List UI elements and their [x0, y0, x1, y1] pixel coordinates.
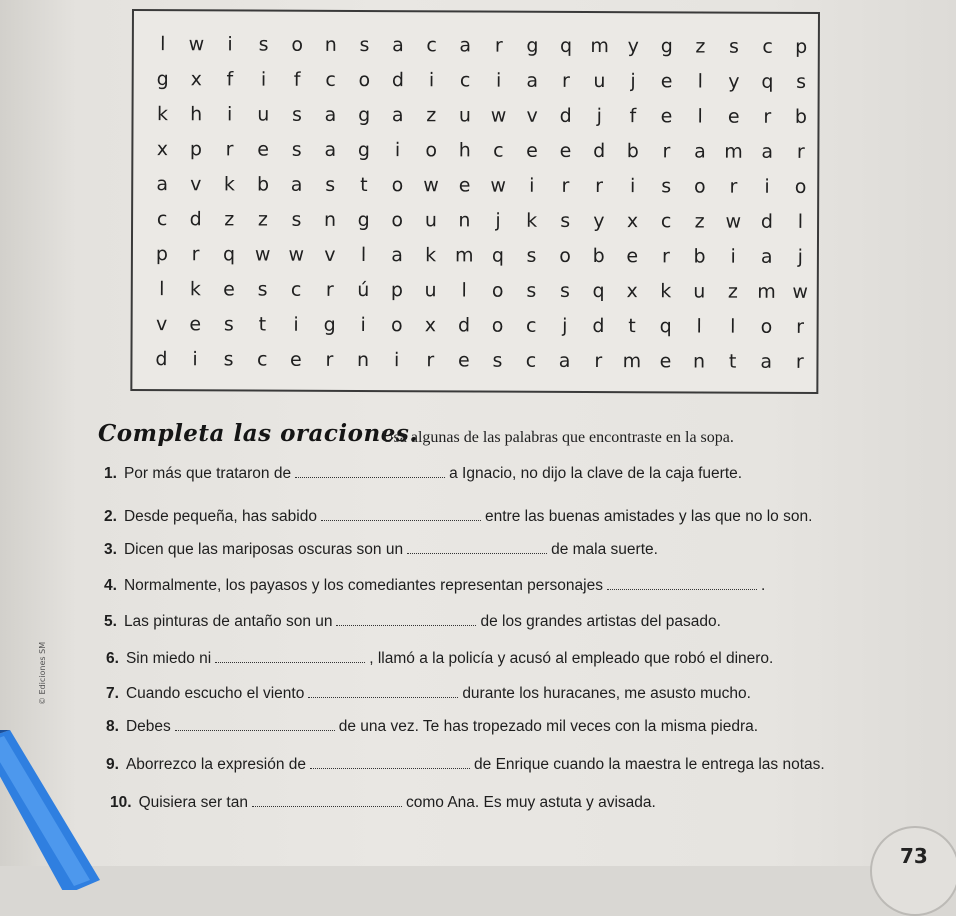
word-search-letter: l — [697, 105, 703, 128]
sentence-item — [104, 541, 658, 559]
word-search-row — [133, 134, 821, 167]
word-search-letter: n — [692, 350, 706, 373]
word-search-letter: w — [188, 33, 205, 56]
word-search-letter: l — [696, 315, 702, 338]
word-search-letter: w — [288, 243, 305, 266]
word-search-letter: d — [391, 69, 404, 92]
word-search-letter: f — [293, 68, 301, 91]
sentence-item — [104, 508, 812, 526]
word-search-letter: z — [224, 208, 235, 231]
word-search-letter: q — [659, 315, 672, 338]
word-search-letter: i — [293, 313, 299, 336]
word-search-letter: q — [559, 34, 573, 57]
sentence-text-before: Normalmente, los payasos y los comediantes representan personajes — [123, 577, 603, 594]
word-search-letter: i — [529, 174, 535, 197]
word-search-letter: c — [156, 208, 168, 231]
word-search-letter: r — [729, 175, 738, 198]
word-search-letter: j — [797, 245, 804, 268]
word-search-letter: i — [192, 348, 198, 371]
word-search-letter: z — [694, 210, 705, 233]
word-search-letter: r — [595, 175, 603, 198]
word-search-letter: g — [358, 103, 371, 127]
word-search-letter: j — [630, 70, 636, 93]
word-search-letter: w — [254, 243, 271, 266]
word-search-letter: e — [659, 350, 672, 373]
page-number: 73 — [900, 844, 928, 868]
word-search-letter: i — [394, 139, 401, 162]
sidebar-credit: © Ediciones SM — [38, 641, 47, 705]
word-search-letter: r — [191, 243, 200, 266]
sentence-text-after: de una vez. Te has tropezado mil veces con la misma piedra. — [338, 718, 759, 735]
word-search-letter: l — [730, 315, 736, 338]
sentence-number: 5. — [104, 613, 117, 630]
word-search-letter: i — [227, 103, 233, 126]
word-search-letter: m — [622, 350, 642, 373]
sentence-number: 9. — [106, 756, 119, 773]
word-search-row — [134, 64, 822, 97]
word-search-letter: a — [290, 173, 303, 196]
word-search-letter: i — [393, 349, 400, 372]
sentence-item — [110, 794, 656, 812]
sentence-text-after: de los grandes artistas del pasado. — [480, 613, 721, 630]
word-search-letter: y — [627, 35, 639, 58]
word-search-letter: r — [494, 34, 503, 57]
word-search-letter: v — [190, 173, 202, 196]
word-search-letter: l — [160, 33, 166, 56]
sentence-item — [104, 577, 765, 595]
word-search-letter: v — [526, 104, 538, 127]
word-search-letter: s — [291, 138, 302, 161]
word-search-letter: y — [593, 210, 605, 233]
sentence-text-after: durante los huracanes, me asusto mucho. — [462, 685, 751, 702]
word-search-letter: c — [459, 69, 471, 92]
word-search-letter: u — [257, 103, 270, 126]
word-search-letter: p — [189, 138, 203, 161]
sentence-number: 3. — [104, 541, 117, 558]
word-search-letter: s — [325, 173, 336, 196]
word-search-letter: i — [428, 69, 435, 92]
word-search-letter: o — [491, 279, 504, 302]
word-search-letter: c — [525, 349, 537, 372]
word-search-letter: c — [762, 35, 773, 58]
word-search-letter: e — [458, 174, 471, 197]
word-search-letter: q — [491, 244, 505, 267]
answer-blank[interactable] — [407, 541, 547, 554]
answer-blank[interactable] — [215, 650, 365, 663]
word-search-letter: o — [291, 33, 304, 56]
word-search-letter: d — [592, 315, 605, 338]
sentence-item — [106, 650, 773, 668]
word-search-letter: o — [390, 314, 403, 337]
answer-blank[interactable] — [336, 613, 476, 626]
word-search-letter: r — [796, 140, 805, 163]
word-search-letter: e — [660, 70, 673, 93]
sentence-text-after: a Ignacio, no dijo la clave de la caja fuerte. — [449, 465, 743, 482]
word-search-letter: a — [391, 244, 403, 267]
word-search-letter: l — [159, 278, 165, 301]
word-search-letter: a — [558, 349, 571, 372]
word-search-letter: x — [626, 280, 638, 303]
answer-blank[interactable] — [310, 756, 470, 769]
word-search-row — [133, 169, 821, 202]
word-search-letter: a — [324, 103, 337, 126]
section-title: Completa las oraciones. — [98, 420, 418, 447]
word-search-letter: u — [424, 209, 437, 232]
word-search-letter: x — [190, 68, 202, 91]
sentence-item — [104, 465, 742, 483]
word-search-letter: s — [661, 175, 672, 198]
word-search-letter: u — [593, 70, 606, 93]
word-search-letter: s — [291, 208, 302, 231]
word-search-letter: q — [592, 280, 605, 303]
word-search-letter: y — [728, 70, 740, 93]
sentence-number: 10. — [110, 794, 132, 811]
word-search-letter: m — [724, 140, 743, 163]
word-search-letter: e — [660, 105, 673, 128]
word-search-letter: d — [593, 140, 606, 163]
sentence-text-before: Cuando escucho el viento — [125, 685, 305, 702]
word-search-letter: s — [223, 313, 234, 336]
word-search-letter: v — [155, 313, 168, 336]
word-search-letter: c — [325, 68, 336, 91]
word-search-letter: a — [391, 104, 404, 127]
word-search-letter: d — [760, 210, 773, 233]
sentence-number: 7. — [106, 685, 119, 702]
sentence-text-before: Aborrezco la expresión de — [125, 756, 307, 773]
word-search-letter: v — [324, 243, 336, 266]
answer-blank[interactable] — [321, 508, 481, 521]
word-search-letter: a — [761, 140, 774, 163]
word-search-letter: a — [392, 34, 404, 57]
word-search-letter: o — [794, 175, 807, 198]
word-search-letter: i — [629, 175, 636, 198]
word-search-letter: k — [660, 280, 672, 303]
word-search-letter: r — [325, 348, 334, 371]
word-search-letter: b — [626, 140, 639, 163]
sentence-text-before: Por más que trataron de — [123, 465, 292, 482]
word-search-letter: h — [190, 103, 203, 126]
word-search-letter: e — [526, 139, 538, 162]
word-search-letter: o — [693, 175, 706, 198]
word-search-letter: e — [223, 278, 235, 301]
word-search-letter: a — [694, 140, 706, 163]
word-search-letter: o — [559, 244, 571, 267]
word-search-row — [133, 274, 821, 307]
word-search-letter: w — [725, 210, 742, 233]
word-search-letter: g — [357, 208, 370, 232]
blue-pen-icon — [0, 730, 100, 890]
word-search-row — [133, 204, 821, 237]
word-search-letter: o — [425, 139, 438, 162]
word-search-letter: i — [260, 68, 267, 91]
word-search-letter: b — [693, 245, 706, 268]
word-search-letter: d — [189, 208, 202, 231]
word-search-letter: s — [526, 279, 537, 302]
sentence-text-before: Las pinturas de antaño son un — [123, 613, 333, 630]
sentence-text-before: Debes — [125, 718, 171, 735]
sentence-text-after: de Enrique cuando la maestra le entrega las notas. — [474, 756, 825, 773]
word-search-letter: l — [797, 210, 804, 233]
word-search-letter: f — [629, 105, 637, 128]
word-search-letter: m — [455, 244, 474, 267]
word-search-letter: t — [360, 173, 368, 197]
word-search-letter: d — [559, 104, 572, 127]
word-search-letter: k — [189, 278, 201, 301]
word-search-letter: z — [727, 280, 738, 303]
word-search-letter: p — [155, 243, 169, 266]
word-search-letter: r — [763, 105, 772, 128]
word-search-letter: b — [794, 105, 808, 128]
word-search-letter: e — [457, 349, 470, 372]
word-search-letter: e — [626, 245, 639, 268]
word-search-letter: d — [457, 314, 471, 337]
answer-blank[interactable] — [295, 465, 445, 478]
word-search-letter: g — [156, 68, 169, 91]
word-search-letter: r — [594, 350, 603, 373]
word-search-letter: s — [257, 278, 268, 301]
word-search-letter: c — [660, 210, 672, 233]
word-search-letter: s — [559, 279, 570, 302]
sentence-text-before: Quisiera ser tan — [138, 794, 248, 811]
word-search-row — [133, 309, 821, 342]
word-search-letter: u — [458, 104, 471, 127]
word-search-row — [133, 99, 821, 132]
word-search-letter: j — [596, 105, 603, 128]
answer-blank[interactable] — [175, 718, 335, 731]
word-search-letter: r — [225, 138, 234, 161]
word-search-letter: a — [156, 173, 169, 196]
word-search-letter: r — [796, 315, 804, 338]
word-search-letter: l — [461, 279, 467, 302]
sentence-number: 1. — [104, 465, 117, 482]
word-search-letter: n — [324, 33, 337, 56]
sentence-item — [104, 613, 721, 631]
answer-blank[interactable] — [607, 577, 757, 590]
word-search-letter: s — [223, 348, 234, 371]
sentence-number: 6. — [106, 650, 119, 667]
word-search-letter: i — [496, 69, 502, 92]
word-search-letter: z — [426, 104, 437, 127]
sentence-number: 8. — [106, 718, 119, 735]
word-search-letter: g — [660, 35, 673, 58]
word-search-letter: n — [324, 208, 337, 231]
word-search-letter: o — [760, 315, 773, 338]
word-search-letter: j — [562, 314, 568, 337]
word-search-letter: t — [728, 350, 737, 373]
word-search-letter: s — [560, 209, 571, 232]
word-search-letter: r — [662, 140, 671, 163]
word-search-letter: e — [189, 313, 202, 336]
word-search-letter: b — [592, 245, 605, 268]
word-search-letter: w — [423, 174, 439, 197]
word-search-letter: s — [492, 349, 503, 372]
sentence-text-before: Sin miedo ni — [125, 650, 212, 667]
word-search-letter: ú — [357, 278, 370, 302]
sentence-item — [106, 685, 751, 703]
word-search-letter: r — [561, 174, 570, 197]
word-search-letter: f — [226, 68, 234, 91]
word-search-letter: e — [727, 105, 740, 128]
word-search-letter: s — [526, 244, 537, 267]
answer-blank[interactable] — [252, 794, 402, 807]
sentence-item — [106, 718, 758, 736]
sentence-text-after: como Ana. Es muy astuta y avisada. — [405, 794, 656, 811]
word-search-letter: e — [289, 348, 302, 371]
word-search-letter: g — [357, 138, 371, 162]
word-search-letter: x — [156, 138, 169, 161]
word-search-letter: k — [526, 209, 538, 232]
word-search-letter: g — [323, 313, 336, 336]
word-search-letter: k — [425, 244, 437, 267]
word-search-letter: s — [258, 33, 269, 56]
word-search-letter: i — [360, 314, 366, 337]
word-search-letter: x — [626, 210, 639, 233]
word-search-letter: c — [493, 139, 504, 162]
page-number-badge — [870, 826, 956, 916]
word-search-letter: k — [223, 173, 235, 196]
word-search-letter: m — [590, 35, 609, 58]
word-search-letter: p — [795, 35, 808, 58]
word-search-letter: h — [458, 139, 471, 162]
word-search-letter: e — [257, 138, 270, 161]
word-search-letter: u — [693, 280, 706, 303]
word-search-letter: a — [459, 34, 472, 57]
word-search-grid — [130, 9, 820, 394]
section-instruction: Usa algunas de las palabras que encontraste en la sopa. — [382, 429, 734, 446]
word-search-letter: c — [256, 348, 268, 371]
word-search-letter: a — [526, 69, 539, 92]
word-search-letter: m — [757, 280, 776, 303]
word-search-letter: r — [426, 349, 435, 372]
word-search-letter: c — [525, 314, 537, 337]
word-search-letter: s — [359, 33, 370, 57]
word-search-row — [133, 239, 821, 272]
word-search-letter: g — [526, 34, 539, 57]
word-search-letter: c — [290, 278, 302, 301]
sentence-item — [106, 756, 825, 774]
word-search-letter: x — [424, 314, 437, 337]
word-search-letter: t — [628, 315, 636, 338]
word-search-letter: s — [291, 103, 302, 126]
word-search-letter: b — [256, 173, 270, 196]
word-search-letter: z — [695, 35, 706, 58]
word-search-letter: n — [356, 348, 370, 372]
word-search-letter: o — [391, 174, 404, 197]
word-search-letter: r — [561, 69, 570, 92]
word-search-letter: c — [426, 34, 437, 57]
sentence-text-before: Dicen que las mariposas oscuras son un — [123, 541, 404, 558]
word-search-letter: k — [156, 103, 169, 126]
word-search-letter: w — [490, 104, 507, 127]
word-search-letter: r — [661, 245, 670, 268]
word-search-letter: i — [227, 33, 233, 56]
word-search-letter: q — [761, 70, 774, 93]
sentence-number: 4. — [104, 577, 117, 594]
word-search-row — [132, 344, 820, 377]
word-search-letter: o — [391, 209, 404, 232]
word-search-letter: s — [796, 70, 807, 93]
word-search-letter: z — [257, 208, 268, 231]
word-search-letter: i — [764, 175, 770, 198]
word-search-letter: e — [559, 139, 572, 162]
word-search-letter: n — [458, 209, 471, 232]
sentence-text-before: Desde pequeña, has sabido — [123, 508, 317, 525]
word-search-letter: a — [760, 350, 773, 373]
word-search-letter: u — [424, 279, 437, 302]
sentence-text-after: , llamó a la policía y acusó al empleado que robó el dinero. — [369, 650, 774, 667]
word-search-letter: a — [760, 245, 773, 268]
word-search-letter: t — [258, 313, 267, 336]
word-search-letter: i — [730, 245, 736, 268]
word-search-letter: w — [792, 280, 808, 303]
sentence-number: 2. — [104, 508, 117, 525]
word-search-letter: d — [155, 348, 168, 371]
word-search-letter: r — [795, 350, 804, 373]
sentence-text-after: . — [760, 577, 766, 594]
sentence-text-after: de mala suerte. — [551, 541, 658, 558]
word-search-letter: p — [390, 279, 404, 302]
sentence-text-after: entre las buenas amistades y las que no lo son. — [484, 508, 813, 525]
word-search-letter: a — [324, 138, 337, 161]
word-search-letter: s — [729, 35, 740, 58]
word-search-letter: w — [490, 174, 507, 197]
word-search-letter: o — [491, 314, 504, 337]
word-search-row — [134, 29, 822, 62]
word-search-letter: j — [495, 209, 501, 232]
word-search-letter: l — [697, 70, 703, 93]
word-search-letter: o — [358, 68, 371, 92]
answer-blank[interactable] — [308, 685, 458, 698]
word-search-letter: l — [360, 244, 367, 267]
word-search-letter: q — [223, 243, 236, 266]
word-search-letter: r — [325, 278, 334, 301]
